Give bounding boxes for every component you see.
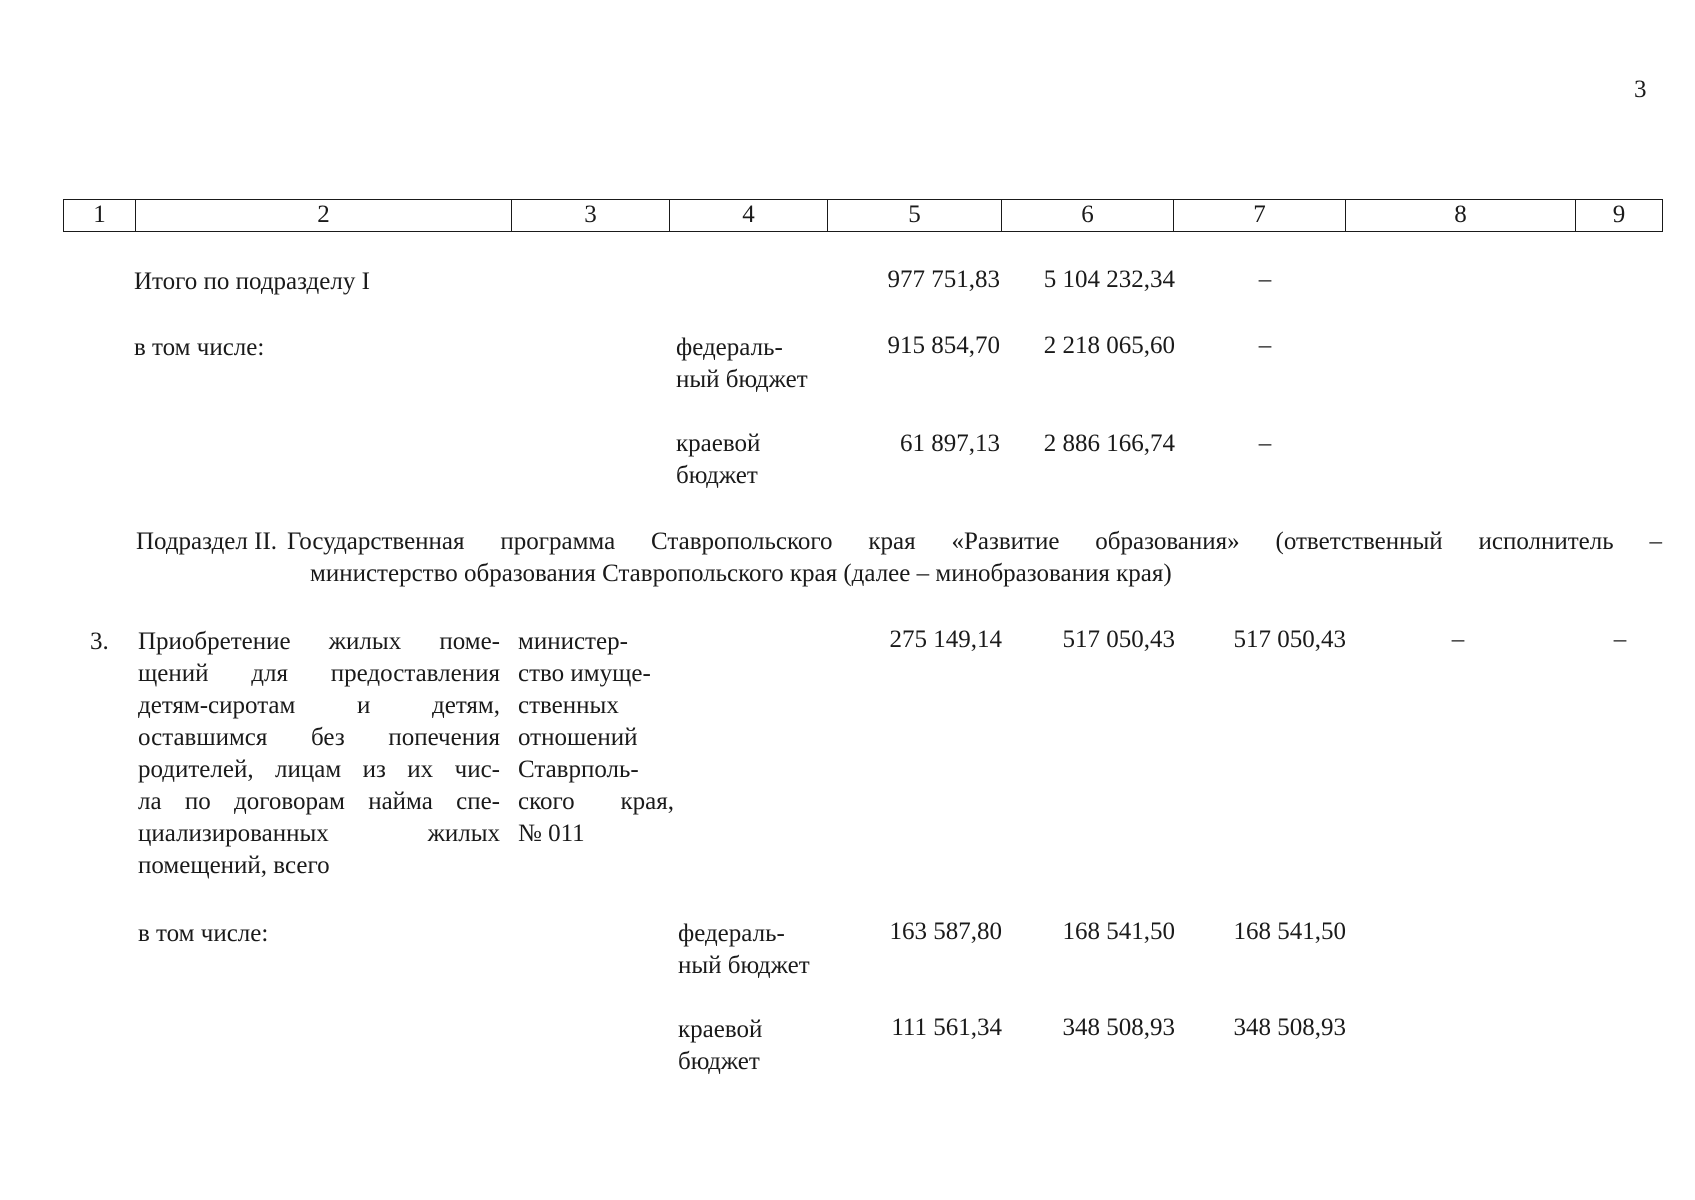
subsection1-regional-col6: 2 886 166,74 xyxy=(1043,430,1175,457)
subsection1-federal-col5: 915 854,70 xyxy=(887,332,1000,359)
column-number: 3 xyxy=(512,200,670,231)
funding-source-line: бюджет xyxy=(676,462,758,489)
item3-col5: 275 149,14 xyxy=(889,626,1002,653)
subsection2-heading-line1: Государственная программа Ставропольского края «Развитие образования» (ответственный исполнитель – xyxy=(287,528,1662,555)
column-number: 2 xyxy=(136,200,512,231)
item3-federal-col7: 168 541,50 xyxy=(1233,918,1346,945)
subsection2-heading-line2: министерство образования Ставропольского края (далее – минобразования края) xyxy=(310,560,1172,587)
funding-source-regional xyxy=(676,428,760,492)
column-number-header xyxy=(63,199,1663,232)
item3-name-line: циализированных жилых xyxy=(138,820,500,847)
item3-executor-line: № 011 xyxy=(518,820,585,847)
subsection1-including-label: в том числе: xyxy=(134,334,265,361)
funding-source-line: краевой xyxy=(676,430,761,457)
item3-executor xyxy=(518,626,674,850)
funding-source-federal xyxy=(678,918,810,982)
item3-executor-line: ство имуще- xyxy=(518,660,651,687)
funding-source-line: федераль- xyxy=(678,920,785,947)
item3-col7: 517 050,43 xyxy=(1233,626,1346,653)
subsection1-total-col7: – xyxy=(1258,266,1272,293)
item3-executor-line: ского края, xyxy=(518,788,674,815)
item3-number: 3. xyxy=(90,628,109,655)
column-number: 7 xyxy=(1174,200,1346,231)
subsection1-total-label: Итого по подразделу I xyxy=(134,268,370,295)
subsection1-total-col6: 5 104 232,34 xyxy=(1043,266,1175,293)
item3-federal-col5: 163 587,80 xyxy=(889,918,1002,945)
column-number: 4 xyxy=(670,200,828,231)
subsection1-federal-col6: 2 218 065,60 xyxy=(1043,332,1175,359)
column-number: 5 xyxy=(828,200,1002,231)
item3-name-line: детям-сиротам и детям, xyxy=(138,692,500,719)
subsection1-regional-col7: – xyxy=(1258,430,1272,457)
column-number: 1 xyxy=(64,200,136,231)
item3-executor-line: министер- xyxy=(518,628,628,655)
item3-executor-line: Ставрполь- xyxy=(518,756,639,783)
item3-executor-line: отношений xyxy=(518,724,638,751)
subsection2-heading xyxy=(136,526,1662,590)
funding-source-line: ный бюджет xyxy=(678,952,810,979)
column-number: 6 xyxy=(1002,200,1174,231)
item3-name-line: родителей, лицам из их чис- xyxy=(138,756,500,783)
item3-name-line: Приобретение жилых поме- xyxy=(138,628,500,655)
item3-name-line: помещений, всего xyxy=(138,852,330,879)
item3-including-label: в том числе: xyxy=(138,920,269,947)
funding-source-line: ный бюджет xyxy=(676,366,808,393)
funding-source-line: краевой xyxy=(678,1016,763,1043)
item3-col9: – xyxy=(1613,626,1627,653)
item3-name-line: щений для предоставления xyxy=(138,660,500,687)
subsection1-total-col5: 977 751,83 xyxy=(887,266,1000,293)
item3-col6: 517 050,43 xyxy=(1062,626,1175,653)
item3-regional-col7: 348 508,93 xyxy=(1233,1014,1346,1041)
item3-regional-col5: 111 561,34 xyxy=(891,1014,1002,1041)
funding-source-regional xyxy=(678,1014,762,1078)
item3-name-line: оставшимся без попечения xyxy=(138,724,500,751)
subsection1-regional-col5: 61 897,13 xyxy=(900,430,1000,457)
item3-regional-col6: 348 508,93 xyxy=(1062,1014,1175,1041)
subsection1-federal-col7: – xyxy=(1258,332,1272,359)
funding-source-line: федераль- xyxy=(676,334,783,361)
page-number: 3 xyxy=(1634,76,1647,103)
subsection2-heading-prefix: Подраздел II. xyxy=(136,528,278,555)
item3-federal-col6: 168 541,50 xyxy=(1062,918,1175,945)
funding-source-line: бюджет xyxy=(678,1048,760,1075)
item3-name-line: ла по договорам найма спе- xyxy=(138,788,500,815)
funding-source-federal xyxy=(676,332,808,396)
item3-col8: – xyxy=(1451,626,1465,653)
column-number: 9 xyxy=(1612,201,1626,228)
item3-name xyxy=(138,626,500,882)
item3-executor-line: ственных xyxy=(518,692,619,719)
column-number: 8 xyxy=(1346,200,1576,231)
